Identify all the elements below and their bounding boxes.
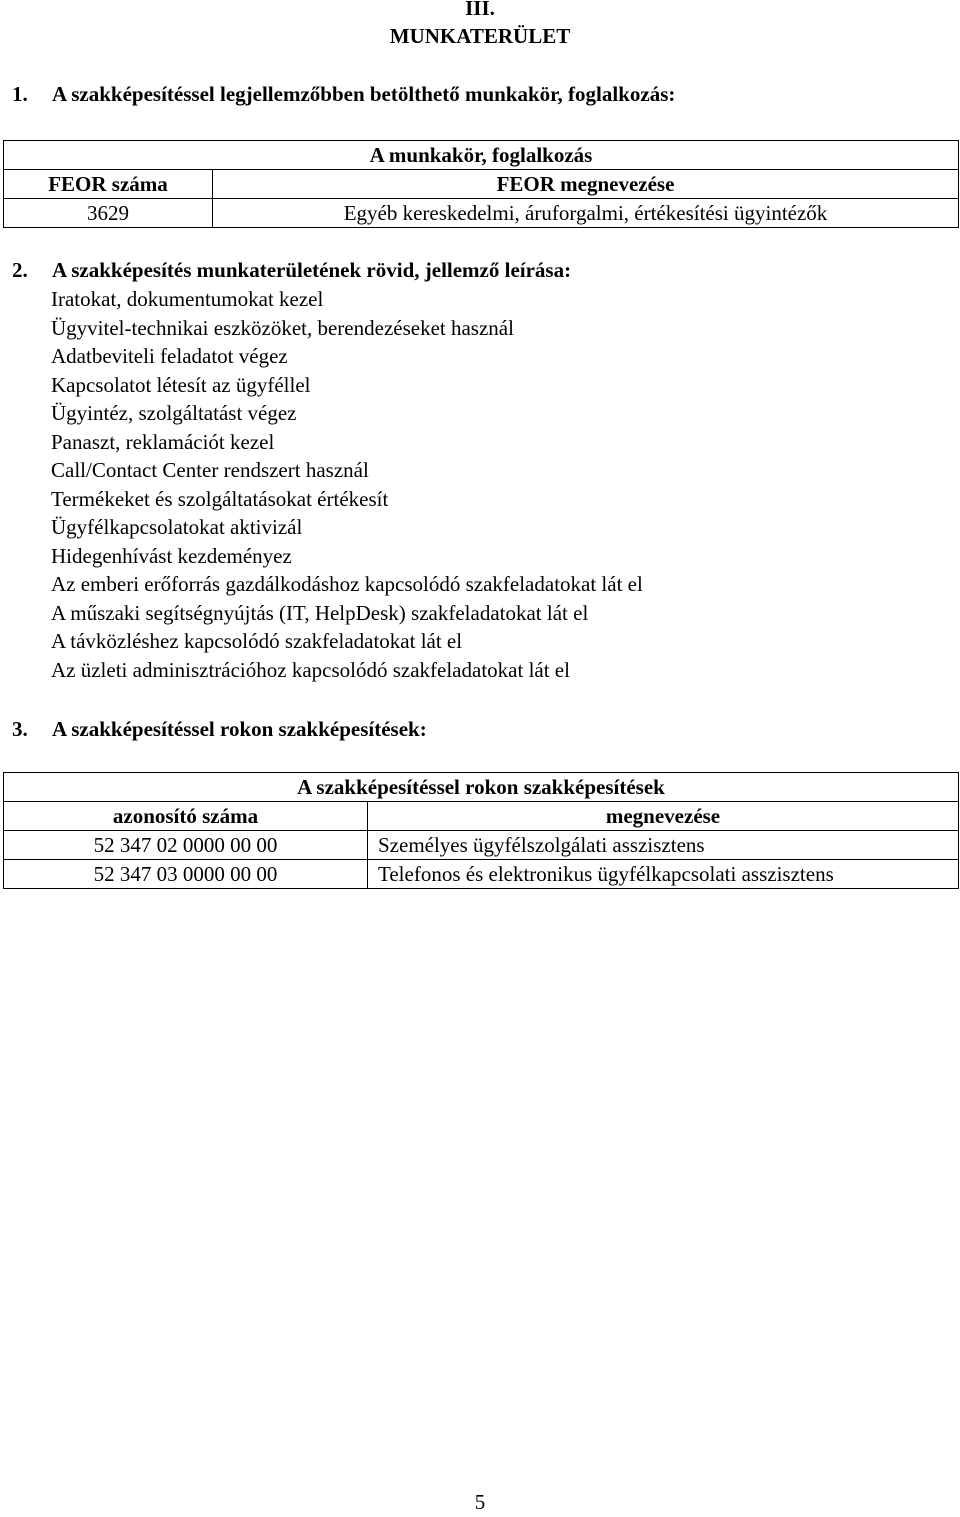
table-cell-feor-number: 3629 (4, 199, 213, 228)
table-caption-row (4, 141, 959, 170)
table-cell-feor-name: Egyéb kereskedelmi, áruforgalmi, értékesítési ügyintézők (213, 199, 959, 228)
list-item: Panaszt, reklamációt kezel (51, 429, 275, 454)
page-number: 5 (474, 1490, 486, 1514)
list-item: Ügyfélkapcsolatokat aktivizál (51, 515, 303, 539)
table-header-row (4, 170, 959, 199)
chapter-title: MUNKATERÜLET (389, 24, 571, 48)
chapter-number: III. (465, 0, 495, 20)
list-item: Hidegenhívást kezdeményez (51, 543, 292, 568)
table-row (4, 199, 959, 228)
list-item: Az üzleti adminisztrációhoz kapcsolódó szakfeladatokat lát el (51, 657, 570, 682)
table-row (4, 831, 959, 860)
work-area-list (51, 285, 643, 684)
section-3-title: A szakképesítéssel rokon szakképesítések: (52, 717, 427, 741)
table-header-row (4, 802, 959, 831)
table-cell-id: 52 347 03 0000 00 00 (4, 860, 368, 889)
section-1-title: A szakképesítéssel legjellemzőbben betölthető munkakör, foglalkozás: (52, 82, 676, 106)
list-item: Ügyintéz, szolgáltatást végez (51, 401, 297, 425)
section-1-number: 1. (12, 82, 28, 106)
list-item: Adatbeviteli feladatot végez (51, 344, 288, 368)
section-2-number: 2. (12, 258, 28, 282)
section-2-title: A szakképesítés munkaterületének rövid, jellemző leírása: (52, 258, 572, 282)
table-cell-name: Személyes ügyfélszolgálati asszisztens (368, 831, 959, 860)
column-header-name: megnevezése (368, 802, 959, 831)
table-caption-row (4, 773, 959, 802)
list-item: Termékeket és szolgáltatásokat értékesít (51, 486, 389, 511)
list-item: Az emberi erőforrás gazdálkodáshoz kapcsolódó szakfeladatokat lát el (51, 572, 643, 596)
section-3-number: 3. (12, 717, 28, 741)
list-item: A műszaki segítségnyújtás (IT, HelpDesk) szakfeladatokat lát el (51, 600, 589, 625)
list-item: Ügyvitel-technikai eszközöket, berendezéseket használ (51, 315, 514, 340)
table-row (4, 860, 959, 889)
table-caption: A szakképesítéssel rokon szakképesítések (4, 773, 959, 802)
table-cell-id: 52 347 02 0000 00 00 (4, 831, 368, 860)
list-item: Iratokat, dokumentumokat kezel (51, 287, 324, 311)
table-caption: A munkakör, foglalkozás (4, 141, 959, 170)
column-header-id: azonosító száma (4, 802, 368, 831)
list-item: A távközléshez kapcsolódó szakfeladatokat lát el (51, 629, 463, 653)
list-item: Call/Contact Center rendszert használ (51, 458, 369, 482)
occupation-table (3, 140, 959, 228)
table-cell-name: Telefonos és elektronikus ügyfélkapcsolati asszisztens (368, 860, 959, 889)
related-qualifications-table (3, 772, 959, 889)
column-header-feor-name: FEOR megnevezése (213, 170, 959, 199)
column-header-feor-number: FEOR száma (4, 170, 213, 199)
list-item: Kapcsolatot létesít az ügyféllel (51, 372, 311, 397)
